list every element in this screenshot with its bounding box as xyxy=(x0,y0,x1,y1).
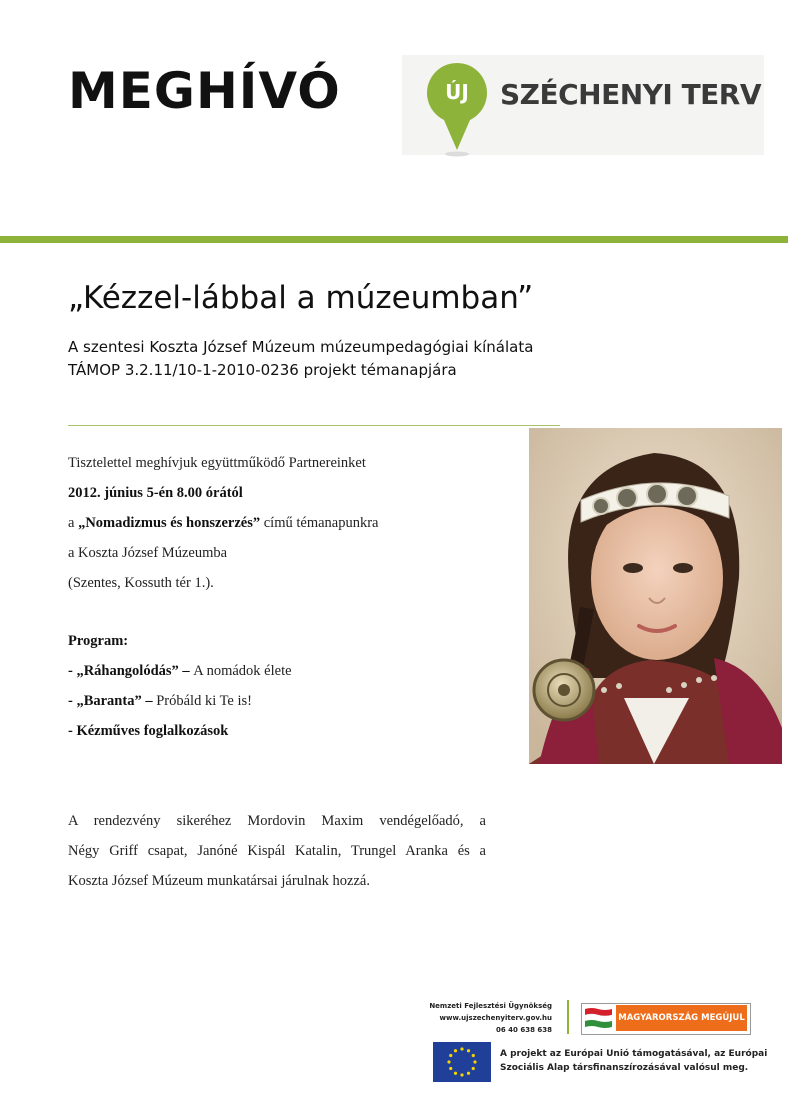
hungary-flag-icon xyxy=(585,1007,612,1029)
venue-line: a Koszta József Múzeumba xyxy=(68,545,228,561)
event-heading: „Kézzel-lábbal a múzeumban” xyxy=(68,280,534,316)
eu-star xyxy=(449,1054,452,1057)
eu-star xyxy=(447,1060,450,1063)
subheading-line-1: A szentesi Koszta József Múzeum múzeumpedagógiai kínálata xyxy=(68,338,534,356)
eu-star xyxy=(467,1049,470,1052)
section-divider xyxy=(68,425,560,426)
event-title-line: a „Nomadizmus és honszerzés” című témanapunkra xyxy=(68,515,379,531)
agency-phone: 06 40 638 638 xyxy=(495,1026,552,1034)
eu-star xyxy=(454,1049,457,1052)
eu-star xyxy=(454,1072,457,1075)
eu-star xyxy=(472,1067,475,1070)
program-item: - „Ráhangolódás” – A nomádok élete xyxy=(68,663,292,679)
logo-badge-text: ÚJ xyxy=(445,80,469,104)
map-pin-logo-icon xyxy=(420,58,500,158)
thanks-line: A rendezvény sikeréhez Mordovin Maxim vendégelőadó, a xyxy=(68,813,486,829)
agency-name: Nemzeti Fejlesztési Ügynökség xyxy=(429,1002,552,1010)
program-label: Program: xyxy=(68,633,129,649)
program-item: - Kézműves foglalkozások xyxy=(68,723,229,739)
eu-star xyxy=(460,1047,463,1050)
eu-star xyxy=(467,1072,470,1075)
header-divider xyxy=(0,236,788,243)
logo-text: SZÉCHENYI TERV xyxy=(500,78,762,111)
eu-star xyxy=(473,1060,476,1063)
invitation-line: Tisztelettel meghívjuk együttműködő Partnereinket xyxy=(68,455,366,471)
eu-flag-icon xyxy=(433,1042,491,1082)
subheading-line-2: TÁMOP 3.2.11/10-1-2010-0236 projekt témanapjára xyxy=(68,361,457,379)
event-theme: „Nomadizmus és honszerzés” xyxy=(78,515,261,531)
eu-star xyxy=(472,1054,475,1057)
thanks-line: Koszta József Múzeum munkatársai járulnak hozzá. xyxy=(68,873,370,889)
girl-portrait-photo xyxy=(529,428,782,764)
thanks-line: Négy Griff csapat, Janóné Kispál Katalin, Trungel Aranka és a xyxy=(68,843,486,859)
eu-star xyxy=(449,1067,452,1070)
program-item: - „Baranta” – Próbáld ki Te is! xyxy=(68,693,252,709)
eu-star xyxy=(460,1073,463,1076)
magyarorszag-megujul-label: MAGYARORSZÁG MEGÚJUL xyxy=(616,1005,747,1031)
address-line: (Szentes, Kossuth tér 1.). xyxy=(68,575,214,591)
footer-divider xyxy=(567,1000,569,1034)
page-title: MEGHÍVÓ xyxy=(68,62,341,120)
event-date: 2012. június 5-én 8.00 órától xyxy=(68,485,243,501)
agency-website[interactable]: www.ujszechenyiterv.gov.hu xyxy=(439,1014,552,1022)
eu-funding-line: A projekt az Európai Unió támogatásával, az Európai xyxy=(500,1049,768,1059)
eu-funding-line: Szociális Alap társfinanszírozásával valósul meg. xyxy=(500,1063,749,1073)
